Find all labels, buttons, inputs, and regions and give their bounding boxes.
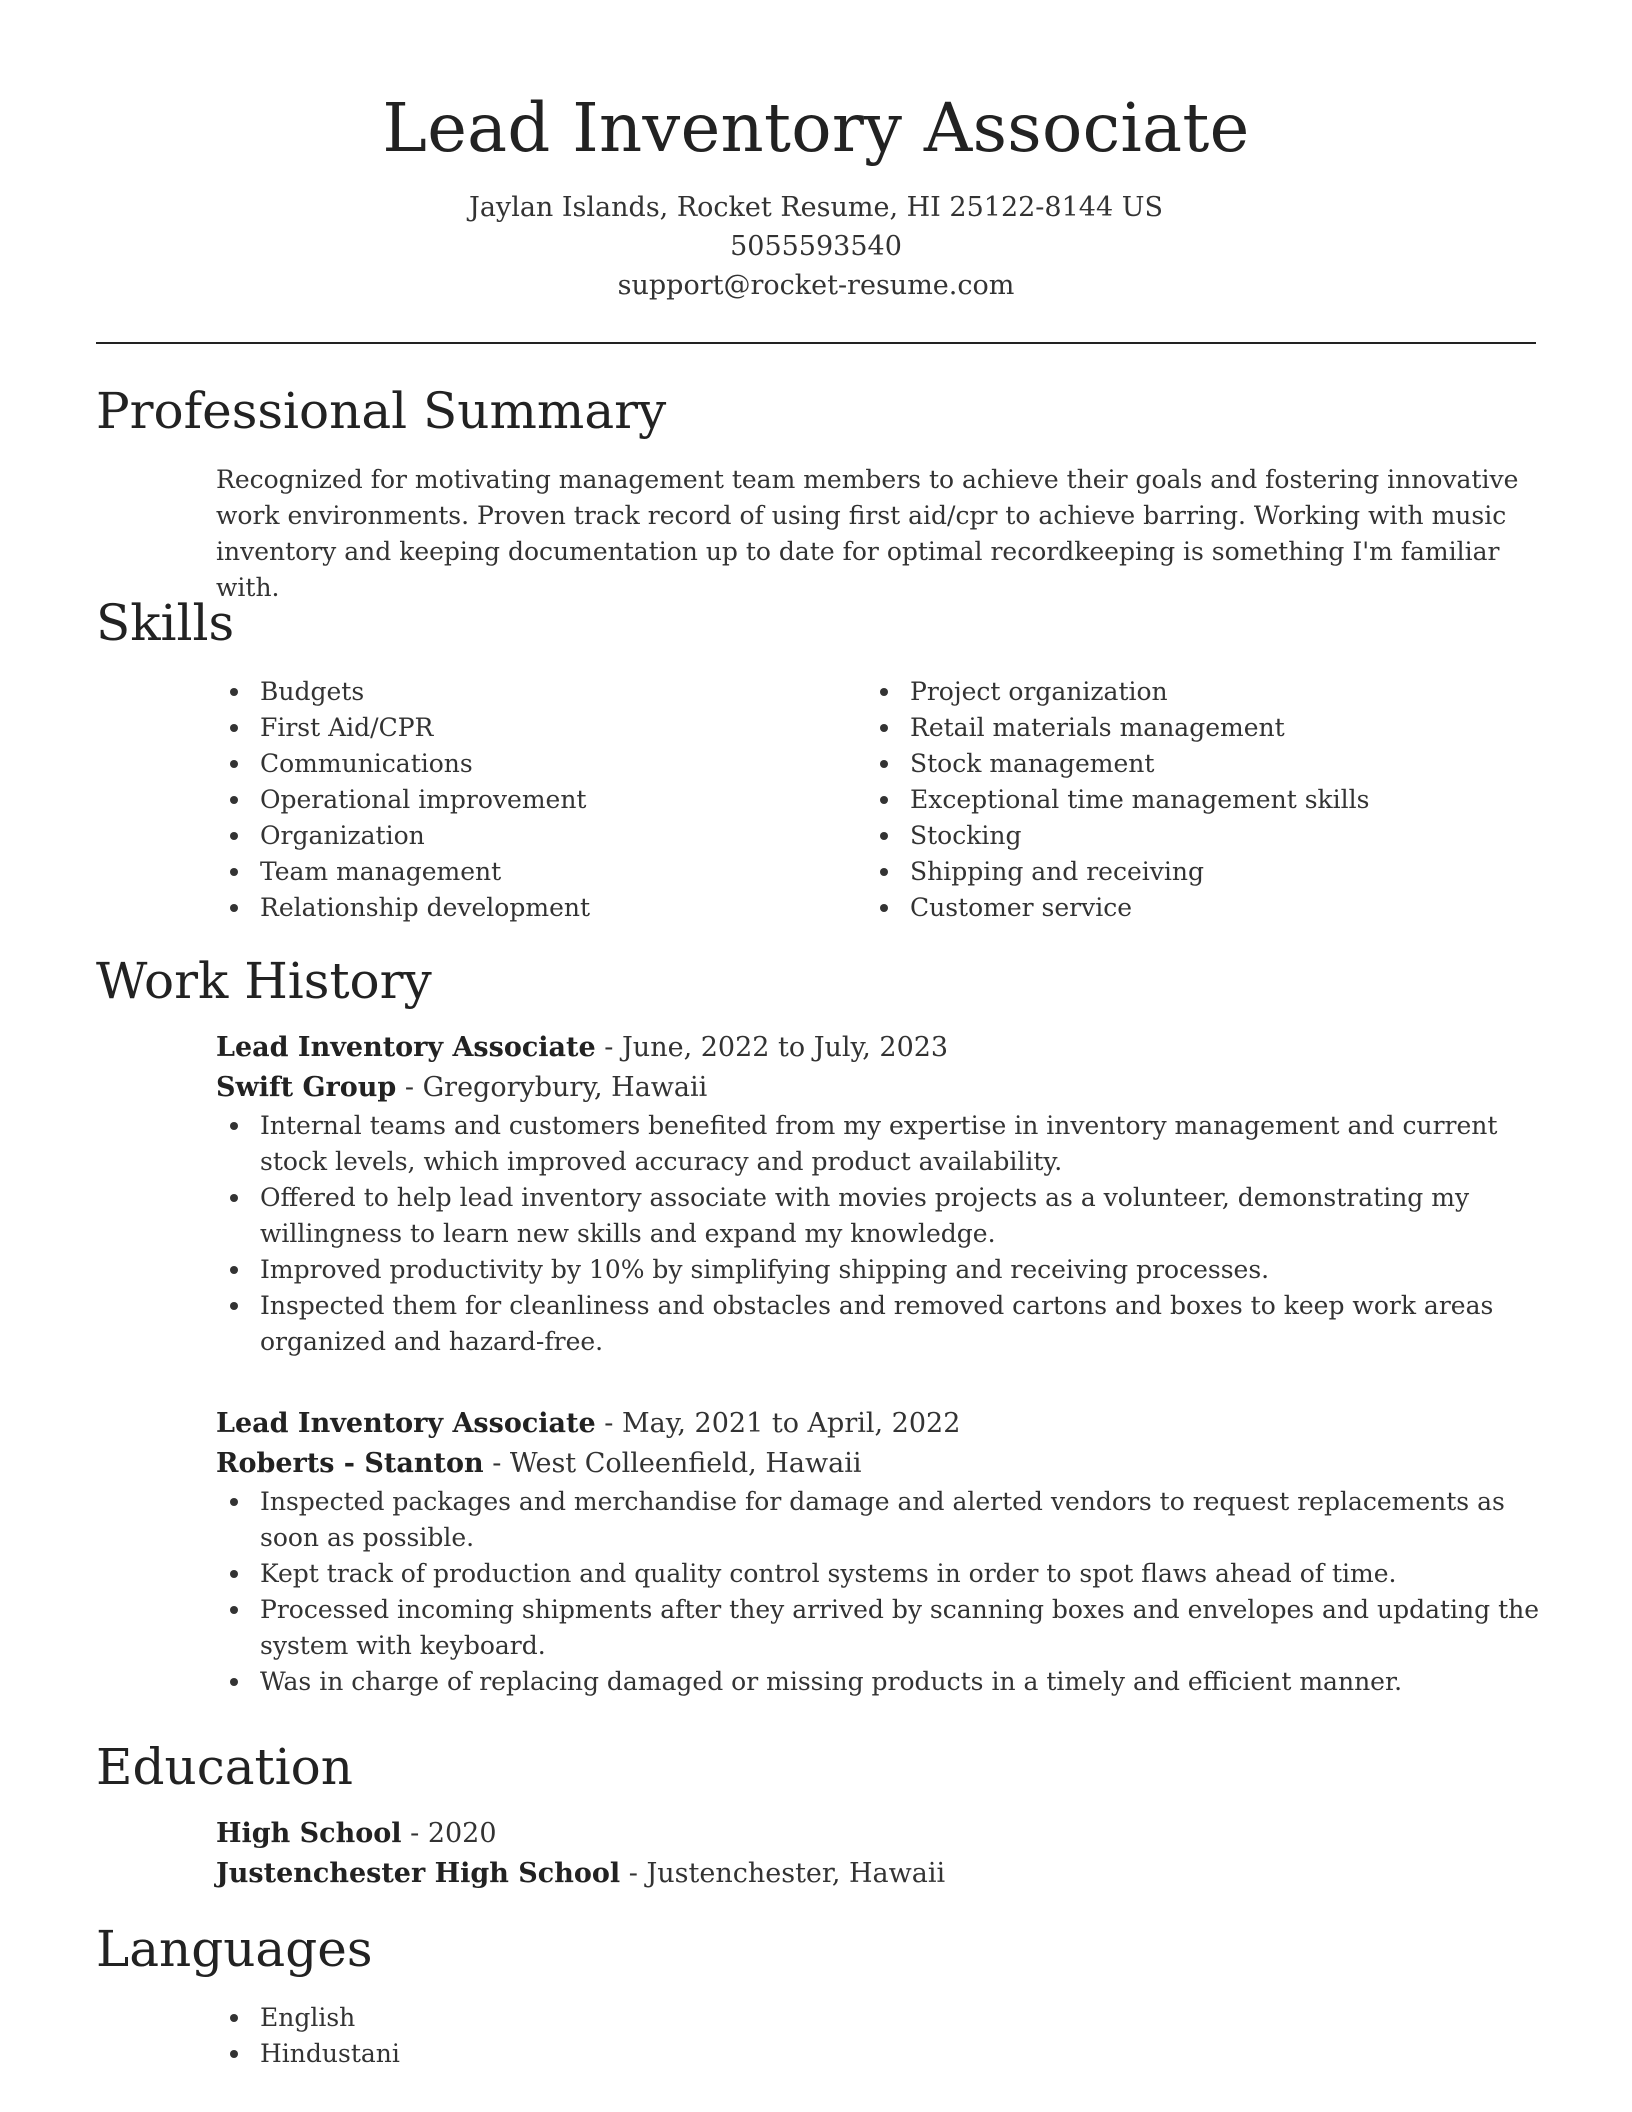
skill-item: Communications	[216, 746, 866, 782]
duty-item: Inspected packages and merchandise for damage and alerted vendors to request replacements as soon as possible.	[216, 1484, 1540, 1556]
skill-item: Stock management	[866, 746, 1516, 782]
job-company-line: Swift Group - Gregorybury, Hawaii	[216, 1072, 708, 1103]
skills-columns	[216, 674, 1536, 926]
education-title: Education	[96, 1738, 353, 1796]
degree-line: High School - 2020	[216, 1818, 497, 1849]
job-duties	[216, 1108, 1540, 1360]
education-entry	[216, 1814, 1540, 1894]
skill-item: Relationship development	[216, 890, 866, 926]
job-title-line: Lead Inventory Associate - May, 2021 to April, 2022	[216, 1408, 961, 1439]
skills-list-right	[866, 674, 1516, 926]
skill-item: Operational improvement	[216, 782, 866, 818]
skill-item: First Aid/CPR	[216, 710, 866, 746]
job-company: Roberts - Stanton	[216, 1448, 484, 1479]
school-line: Justenchester High School - Justenchester, Hawaii	[216, 1858, 946, 1889]
job-position: Lead Inventory Associate	[216, 1408, 596, 1439]
candidate-name: Lead Inventory Associate	[382, 89, 1250, 167]
degree: High School	[216, 1818, 402, 1849]
duty-item: Internal teams and customers benefited from my expertise in inventory management and current stock levels, which improved accuracy and product availability.	[216, 1108, 1540, 1180]
skills-column-left	[216, 674, 866, 926]
school-location: Justenchester, Hawaii	[646, 1858, 946, 1889]
job-position: Lead Inventory Associate	[216, 1032, 596, 1063]
job-location: West Colleenfield, Hawaii	[509, 1448, 862, 1479]
duty-item: Processed incoming shipments after they arrived by scanning boxes and envelopes and updating the system with keyboard.	[216, 1592, 1540, 1664]
work-history-section	[96, 952, 1540, 1696]
school-name: Justenchester High School	[216, 1858, 621, 1889]
job-title-line: Lead Inventory Associate - June, 2022 to July, 2023	[216, 1032, 949, 1063]
graduation-year: 2020	[427, 1818, 497, 1849]
skills-list-left	[216, 674, 866, 926]
education-section	[96, 1738, 1536, 1889]
job-dates: May, 2021 to April, 2022	[621, 1408, 961, 1439]
skills-section	[96, 594, 1536, 922]
job-company: Swift Group	[216, 1072, 397, 1103]
duty-item: Was in charge of replacing damaged or missing products in a timely and efficient manner.	[216, 1664, 1540, 1700]
job-location: Gregorybury, Hawaii	[422, 1072, 708, 1103]
skill-item: Customer service	[866, 890, 1516, 926]
skill-item: Exceptional time management skills	[866, 782, 1516, 818]
contact-block	[0, 188, 1632, 305]
job-company-line: Roberts - Stanton - West Colleenfield, Hawaii	[216, 1448, 862, 1479]
skill-item: Team management	[216, 854, 866, 890]
email: support@rocket-resume.com	[617, 270, 1015, 301]
languages-title: Languages	[96, 1920, 373, 1978]
phone: 5055593540	[730, 231, 902, 262]
skills-title: Skills	[96, 594, 235, 652]
skill-item: Retail materials management	[866, 710, 1516, 746]
job-entry	[216, 1028, 1540, 1360]
header-divider	[96, 342, 1536, 344]
skill-item: Organization	[216, 818, 866, 854]
duty-item: Kept track of production and quality control systems in order to spot flaws ahead of time.	[216, 1556, 1540, 1592]
duty-item: Offered to help lead inventory associate with movies projects as a volunteer, demonstrating my willingness to learn new skills and expand my knowledge.	[216, 1180, 1540, 1252]
duty-item: Inspected them for cleanliness and obstacles and removed cartons and boxes to keep work areas organized and hazard-free.	[216, 1288, 1540, 1360]
summary-title: Professional Summary	[96, 382, 667, 440]
skills-column-right	[866, 674, 1516, 926]
skill-item: Budgets	[216, 674, 866, 710]
job-dates: June, 2022 to July, 2023	[621, 1032, 949, 1063]
skill-item: Stocking	[866, 818, 1516, 854]
work-history-title: Work History	[96, 952, 432, 1010]
summary-text: Recognized for motivating management team members to achieve their goals and fostering innovative work environments. Proven track record of using first aid/cpr to achieve barring. Working with music inventory and keeping documentation up to date for optimal recordkeeping is something I'm familiar with.	[216, 465, 1519, 602]
languages-list	[216, 2000, 816, 2072]
skill-item: Project organization	[866, 674, 1516, 710]
language-item: English	[216, 2000, 816, 2036]
languages-section	[96, 1920, 1536, 2068]
job-duties	[216, 1484, 1540, 1700]
language-item: Hindustani	[216, 2036, 816, 2072]
resume-header	[0, 88, 1632, 305]
address: Jaylan Islands, Rocket Resume, HI 25122-8144 US	[469, 192, 1163, 223]
skill-item: Shipping and receiving	[866, 854, 1516, 890]
duty-item: Improved productivity by 10% by simplifying shipping and receiving processes.	[216, 1252, 1540, 1288]
summary-section	[96, 382, 1536, 602]
job-entry	[216, 1404, 1540, 1700]
